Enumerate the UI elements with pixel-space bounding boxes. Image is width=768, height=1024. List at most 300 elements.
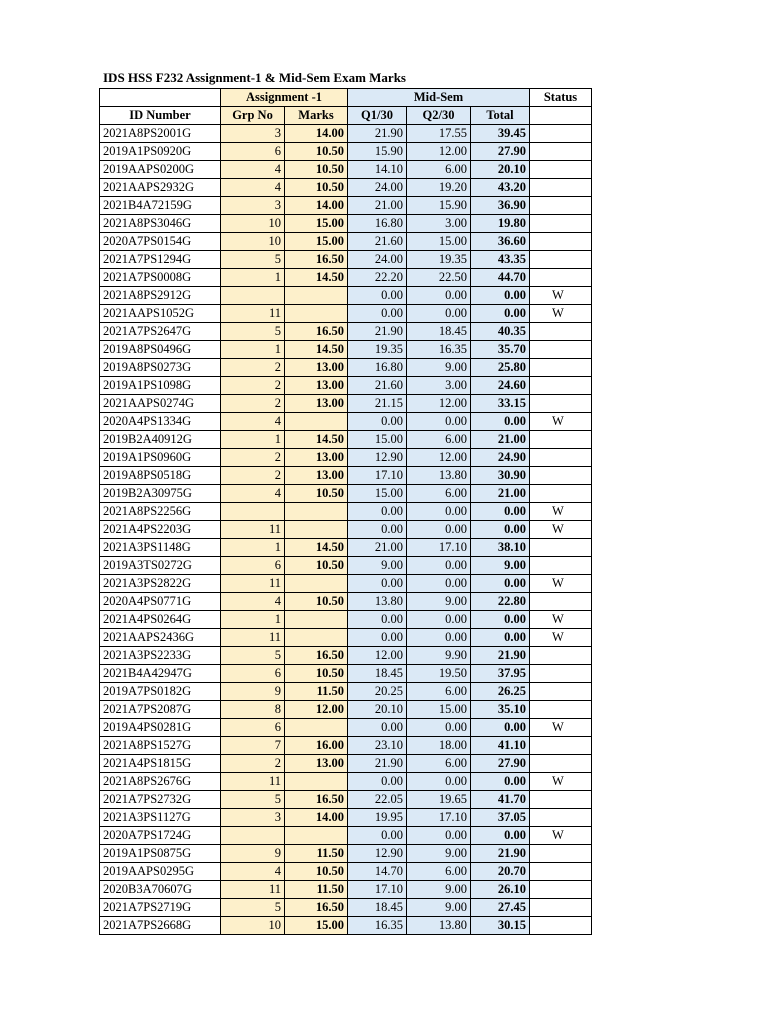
marks-cell: 10.50: [285, 485, 348, 503]
table-row: [100, 863, 592, 881]
q1-cell: 21.60: [348, 233, 407, 251]
total-cell: 0.00: [471, 305, 530, 323]
document-title: IDS HSS F232 Assignment-1 & Mid-Sem Exam Marks: [103, 70, 406, 85]
id-number-cell: 2020A7PS0154G: [100, 233, 221, 251]
id-number-cell: 2021AAPS0274G: [100, 395, 221, 413]
status-cell: [530, 863, 592, 881]
status-cell: [530, 143, 592, 161]
q2-cell: 0.00: [407, 773, 471, 791]
q1-cell: 0.00: [348, 611, 407, 629]
total-cell: 0.00: [471, 773, 530, 791]
q2-cell: 6.00: [407, 485, 471, 503]
q2-cell: 15.00: [407, 701, 471, 719]
q1-cell: 12.90: [348, 449, 407, 467]
grp-no-cell: 11: [221, 575, 285, 593]
marks-cell: [285, 773, 348, 791]
q1-cell: 13.80: [348, 593, 407, 611]
table-row: [100, 197, 592, 215]
marks-cell: 14.50: [285, 269, 348, 287]
table-row: [100, 161, 592, 179]
q1-cell: 24.00: [348, 251, 407, 269]
q1-cell: 15.00: [348, 485, 407, 503]
status-cell: [530, 251, 592, 269]
table-row: [100, 377, 592, 395]
table-row: [100, 611, 592, 629]
grp-no-cell: 4: [221, 179, 285, 197]
total-cell: 0.00: [471, 827, 530, 845]
id-number-cell: 2020A4PS0771G: [100, 593, 221, 611]
table-row: [100, 593, 592, 611]
marks-cell: [285, 287, 348, 305]
table-row: [100, 143, 592, 161]
q2-cell: 0.00: [407, 611, 471, 629]
total-cell: 36.60: [471, 233, 530, 251]
table-row: [100, 791, 592, 809]
q1-cell: 20.25: [348, 683, 407, 701]
table-row: [100, 629, 592, 647]
grp-no-cell: 7: [221, 737, 285, 755]
q2-cell: 0.00: [407, 575, 471, 593]
id-number-cell: 2019A1PS0920G: [100, 143, 221, 161]
q2-cell: 19.50: [407, 665, 471, 683]
q1-cell: 23.10: [348, 737, 407, 755]
grp-no-cell: 11: [221, 773, 285, 791]
q2-cell: 6.00: [407, 755, 471, 773]
grp-no-cell: 1: [221, 269, 285, 287]
q1-cell: 18.45: [348, 665, 407, 683]
grp-no-header: Grp No: [221, 107, 285, 125]
table-row: [100, 395, 592, 413]
q2-cell: 12.00: [407, 395, 471, 413]
total-cell: 0.00: [471, 521, 530, 539]
status-cell: [530, 449, 592, 467]
status-cell: W: [530, 629, 592, 647]
status-cell: [530, 431, 592, 449]
q2-cell: 12.00: [407, 449, 471, 467]
status-header: Status: [530, 89, 592, 107]
table-row: [100, 899, 592, 917]
status-cell: [530, 467, 592, 485]
q1-cell: 18.45: [348, 899, 407, 917]
total-cell: 24.90: [471, 449, 530, 467]
total-cell: 0.00: [471, 575, 530, 593]
table-row: [100, 521, 592, 539]
q2-cell: 18.00: [407, 737, 471, 755]
status-cell: [530, 737, 592, 755]
grp-no-cell: 5: [221, 323, 285, 341]
grp-no-cell: 4: [221, 863, 285, 881]
q1-cell: 21.90: [348, 755, 407, 773]
total-cell: 41.70: [471, 791, 530, 809]
q2-cell: 22.50: [407, 269, 471, 287]
status-cell: [530, 791, 592, 809]
id-number-cell: 2021A8PS3046G: [100, 215, 221, 233]
status-cell: [530, 539, 592, 557]
id-number-cell: 2021B4A42947G: [100, 665, 221, 683]
q2-cell: 9.00: [407, 593, 471, 611]
q1-cell: 21.90: [348, 125, 407, 143]
status-cell: [530, 161, 592, 179]
total-cell: 27.90: [471, 143, 530, 161]
status-cell: W: [530, 773, 592, 791]
total-cell: 0.00: [471, 719, 530, 737]
marks-cell: 16.00: [285, 737, 348, 755]
q2-header: Q2/30: [407, 107, 471, 125]
total-cell: 36.90: [471, 197, 530, 215]
id-number-cell: 2019A1PS0875G: [100, 845, 221, 863]
q1-cell: 16.80: [348, 359, 407, 377]
id-number-cell: 2019A8PS0518G: [100, 467, 221, 485]
q2-cell: 9.00: [407, 359, 471, 377]
status-cell: [530, 845, 592, 863]
q2-cell: 0.00: [407, 719, 471, 737]
grp-no-cell: 3: [221, 197, 285, 215]
grp-no-cell: 10: [221, 233, 285, 251]
id-number-cell: 2019A4PS0281G: [100, 719, 221, 737]
table-row: [100, 827, 592, 845]
id-number-cell: 2021A3PS2233G: [100, 647, 221, 665]
table-row: [100, 845, 592, 863]
table-row: [100, 755, 592, 773]
q1-cell: 0.00: [348, 305, 407, 323]
id-number-cell: 2019AAPS0295G: [100, 863, 221, 881]
grp-no-cell: 2: [221, 377, 285, 395]
q1-cell: 0.00: [348, 575, 407, 593]
grp-no-cell: 4: [221, 485, 285, 503]
id-number-cell: 2019A8PS0273G: [100, 359, 221, 377]
q1-cell: 22.05: [348, 791, 407, 809]
table-row: [100, 809, 592, 827]
marks-cell: 13.00: [285, 377, 348, 395]
q2-cell: 9.90: [407, 647, 471, 665]
id-number-cell: 2021A3PS1127G: [100, 809, 221, 827]
table-row: [100, 701, 592, 719]
status-cell: [530, 395, 592, 413]
marks-cell: [285, 719, 348, 737]
table-row: [100, 485, 592, 503]
total-cell: 39.45: [471, 125, 530, 143]
marks-cell: 15.00: [285, 917, 348, 935]
total-cell: 30.90: [471, 467, 530, 485]
status-cell: [530, 377, 592, 395]
grp-no-cell: 2: [221, 467, 285, 485]
grp-no-cell: [221, 503, 285, 521]
marks-cell: [285, 827, 348, 845]
total-cell: 26.25: [471, 683, 530, 701]
id-number-cell: 2021A4PS1815G: [100, 755, 221, 773]
marks-cell: 12.00: [285, 701, 348, 719]
q1-cell: 0.00: [348, 503, 407, 521]
table-row: [100, 251, 592, 269]
grp-no-cell: [221, 287, 285, 305]
marks-cell: 13.00: [285, 359, 348, 377]
q2-cell: 0.00: [407, 287, 471, 305]
status-cell: [530, 917, 592, 935]
grp-no-cell: 5: [221, 791, 285, 809]
id-number-cell: 2021AAPS2436G: [100, 629, 221, 647]
marks-cell: 11.50: [285, 881, 348, 899]
total-cell: 9.00: [471, 557, 530, 575]
id-number-cell: 2021AAPS2932G: [100, 179, 221, 197]
status-cell: [530, 665, 592, 683]
q1-cell: 19.95: [348, 809, 407, 827]
q1-cell: 15.90: [348, 143, 407, 161]
id-number-cell: 2019A8PS0496G: [100, 341, 221, 359]
table-row: [100, 449, 592, 467]
q2-cell: 17.10: [407, 539, 471, 557]
id-number-cell: 2021AAPS1052G: [100, 305, 221, 323]
q1-cell: 21.15: [348, 395, 407, 413]
total-cell: 40.35: [471, 323, 530, 341]
total-cell: 38.10: [471, 539, 530, 557]
status-cell: [530, 809, 592, 827]
q2-cell: 0.00: [407, 305, 471, 323]
total-cell: 21.00: [471, 485, 530, 503]
marks-cell: 13.00: [285, 467, 348, 485]
marks-cell: 10.50: [285, 179, 348, 197]
status-cell: [530, 125, 592, 143]
q2-cell: 16.35: [407, 341, 471, 359]
q1-cell: 12.00: [348, 647, 407, 665]
status-cell: [530, 233, 592, 251]
id-number-cell: 2021A7PS2732G: [100, 791, 221, 809]
marks-cell: [285, 521, 348, 539]
total-cell: 19.80: [471, 215, 530, 233]
assignment-group-header: Assignment -1: [221, 89, 348, 107]
table-row: [100, 503, 592, 521]
marks-cell: 11.50: [285, 845, 348, 863]
table-row: [100, 179, 592, 197]
status-cell: [530, 557, 592, 575]
q1-cell: 21.90: [348, 323, 407, 341]
grp-no-cell: 5: [221, 251, 285, 269]
status-cell: W: [530, 287, 592, 305]
total-cell: 43.20: [471, 179, 530, 197]
q1-cell: 0.00: [348, 773, 407, 791]
grp-no-cell: [221, 827, 285, 845]
marks-cell: 13.00: [285, 449, 348, 467]
marks-cell: 15.00: [285, 233, 348, 251]
id-number-cell: 2021B4A72159G: [100, 197, 221, 215]
id-number-cell: 2019A1PS1098G: [100, 377, 221, 395]
q2-cell: 19.35: [407, 251, 471, 269]
q1-cell: 21.60: [348, 377, 407, 395]
total-cell: 22.80: [471, 593, 530, 611]
id-number-cell: 2021A7PS2087G: [100, 701, 221, 719]
q2-cell: 6.00: [407, 431, 471, 449]
id-number-cell: 2021A4PS2203G: [100, 521, 221, 539]
marks-cell: 10.50: [285, 665, 348, 683]
grp-no-cell: 10: [221, 917, 285, 935]
marks-cell: 14.00: [285, 197, 348, 215]
marks-header: Marks: [285, 107, 348, 125]
q1-cell: 21.00: [348, 197, 407, 215]
status-cell: [530, 683, 592, 701]
table-row: [100, 773, 592, 791]
total-cell: 30.15: [471, 917, 530, 935]
q2-cell: 15.00: [407, 233, 471, 251]
table-row: [100, 539, 592, 557]
table-row: [100, 215, 592, 233]
marks-cell: 14.50: [285, 539, 348, 557]
table-row: [100, 323, 592, 341]
marks-cell: 14.50: [285, 341, 348, 359]
q1-cell: 0.00: [348, 413, 407, 431]
id-number-cell: 2020A4PS1334G: [100, 413, 221, 431]
table-row: [100, 683, 592, 701]
marks-cell: 15.00: [285, 215, 348, 233]
q1-cell: 21.00: [348, 539, 407, 557]
total-cell: 41.10: [471, 737, 530, 755]
q1-cell: 16.80: [348, 215, 407, 233]
id-number-header: ID Number: [100, 107, 221, 125]
status-cell: [530, 485, 592, 503]
id-number-cell: 2021A8PS2256G: [100, 503, 221, 521]
total-cell: 44.70: [471, 269, 530, 287]
id-number-cell: 2021A8PS1527G: [100, 737, 221, 755]
status-cell: W: [530, 575, 592, 593]
total-cell: 0.00: [471, 503, 530, 521]
id-number-cell: 2021A8PS2676G: [100, 773, 221, 791]
grp-no-cell: 2: [221, 359, 285, 377]
table-row: [100, 665, 592, 683]
table-row: [100, 341, 592, 359]
header-blank: [100, 89, 221, 107]
id-number-cell: 2021A7PS2668G: [100, 917, 221, 935]
q1-cell: 24.00: [348, 179, 407, 197]
grp-no-cell: 1: [221, 611, 285, 629]
id-number-cell: 2019AAPS0200G: [100, 161, 221, 179]
status-cell: [530, 701, 592, 719]
q2-cell: 0.00: [407, 413, 471, 431]
status-blank-header: [530, 107, 592, 125]
marks-cell: 10.50: [285, 143, 348, 161]
marks-cell: 16.50: [285, 647, 348, 665]
status-cell: [530, 341, 592, 359]
total-cell: 35.10: [471, 701, 530, 719]
grp-no-cell: 1: [221, 539, 285, 557]
q2-cell: 0.00: [407, 629, 471, 647]
id-number-cell: 2019B2A40912G: [100, 431, 221, 449]
total-cell: 26.10: [471, 881, 530, 899]
q2-cell: 3.00: [407, 377, 471, 395]
marks-cell: 16.50: [285, 323, 348, 341]
id-number-cell: 2021A7PS1294G: [100, 251, 221, 269]
id-number-cell: 2021A8PS2912G: [100, 287, 221, 305]
total-cell: 21.90: [471, 845, 530, 863]
q1-cell: 12.90: [348, 845, 407, 863]
q1-header: Q1/30: [348, 107, 407, 125]
q1-cell: 14.70: [348, 863, 407, 881]
marks-cell: 14.50: [285, 431, 348, 449]
grp-no-cell: 1: [221, 431, 285, 449]
grp-no-cell: 6: [221, 557, 285, 575]
q2-cell: 13.80: [407, 917, 471, 935]
q1-cell: 19.35: [348, 341, 407, 359]
total-cell: 27.90: [471, 755, 530, 773]
id-number-cell: 2019B2A30975G: [100, 485, 221, 503]
status-cell: [530, 179, 592, 197]
q2-cell: 0.00: [407, 521, 471, 539]
q2-cell: 6.00: [407, 863, 471, 881]
id-number-cell: 2019A3TS0272G: [100, 557, 221, 575]
marks-cell: 16.50: [285, 791, 348, 809]
table-row: [100, 233, 592, 251]
q2-cell: 12.00: [407, 143, 471, 161]
id-number-cell: 2021A3PS1148G: [100, 539, 221, 557]
status-cell: [530, 593, 592, 611]
table-row: [100, 881, 592, 899]
total-cell: 37.05: [471, 809, 530, 827]
marks-cell: [285, 575, 348, 593]
grp-no-cell: 10: [221, 215, 285, 233]
status-cell: W: [530, 305, 592, 323]
grp-no-cell: 8: [221, 701, 285, 719]
total-cell: 25.80: [471, 359, 530, 377]
grp-no-cell: 2: [221, 395, 285, 413]
q1-cell: 14.10: [348, 161, 407, 179]
id-number-cell: 2021A8PS2001G: [100, 125, 221, 143]
total-cell: 0.00: [471, 287, 530, 305]
status-cell: [530, 755, 592, 773]
q2-cell: 0.00: [407, 827, 471, 845]
id-number-cell: 2019A7PS0182G: [100, 683, 221, 701]
grp-no-cell: 6: [221, 143, 285, 161]
marks-cell: 14.00: [285, 809, 348, 827]
q1-cell: 0.00: [348, 521, 407, 539]
id-number-cell: 2021A4PS0264G: [100, 611, 221, 629]
q2-cell: 15.90: [407, 197, 471, 215]
q1-cell: 9.00: [348, 557, 407, 575]
total-cell: 21.90: [471, 647, 530, 665]
grp-no-cell: 11: [221, 521, 285, 539]
table-row: [100, 359, 592, 377]
table-row: [100, 305, 592, 323]
table-row: [100, 125, 592, 143]
q2-cell: 17.10: [407, 809, 471, 827]
total-cell: 21.00: [471, 431, 530, 449]
marks-cell: 13.00: [285, 395, 348, 413]
total-cell: 27.45: [471, 899, 530, 917]
status-cell: [530, 881, 592, 899]
status-cell: W: [530, 521, 592, 539]
marks-cell: 16.50: [285, 251, 348, 269]
table-row: [100, 737, 592, 755]
grp-no-cell: 3: [221, 809, 285, 827]
grp-no-cell: 2: [221, 449, 285, 467]
grp-no-cell: 5: [221, 899, 285, 917]
grp-no-cell: 6: [221, 719, 285, 737]
q2-cell: 0.00: [407, 503, 471, 521]
q2-cell: 9.00: [407, 881, 471, 899]
grp-no-cell: 3: [221, 125, 285, 143]
grp-no-cell: 11: [221, 881, 285, 899]
table-row: [100, 287, 592, 305]
q2-cell: 13.80: [407, 467, 471, 485]
table-row: [100, 719, 592, 737]
total-cell: 43.35: [471, 251, 530, 269]
q2-cell: 0.00: [407, 557, 471, 575]
marks-cell: 13.00: [285, 755, 348, 773]
q2-cell: 3.00: [407, 215, 471, 233]
table-row: [100, 647, 592, 665]
q1-cell: 22.20: [348, 269, 407, 287]
marks-cell: 10.50: [285, 593, 348, 611]
total-header: Total: [471, 107, 530, 125]
marks-cell: 16.50: [285, 899, 348, 917]
id-number-cell: 2021A7PS0008G: [100, 269, 221, 287]
total-cell: 0.00: [471, 413, 530, 431]
